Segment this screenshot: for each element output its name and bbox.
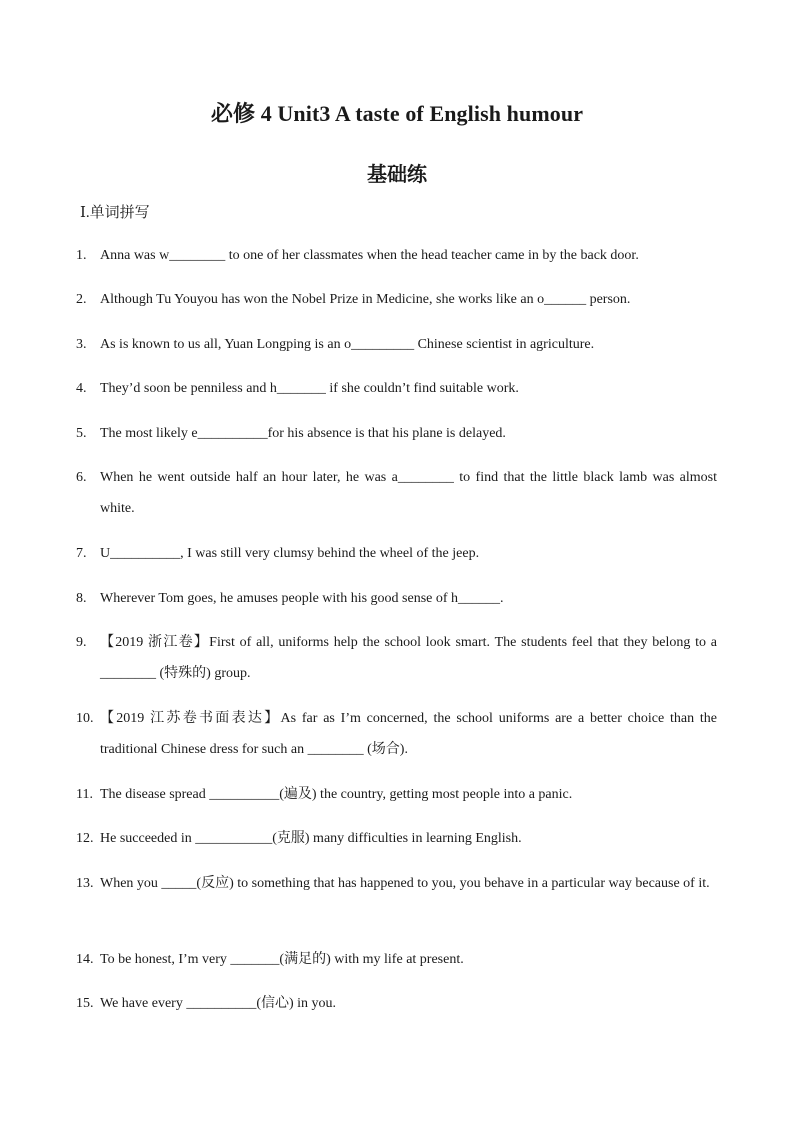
question-text: He succeeded in ___________(克服) many difficulties in learning English. xyxy=(100,831,522,846)
question-4 xyxy=(76,373,717,404)
question-number: 12. xyxy=(76,831,94,846)
question-text: The most likely e__________for his absence is that his plane is delayed. xyxy=(100,426,506,441)
question-text: They’d soon be penniless and h_______ if she couldn’t find suitable work. xyxy=(100,381,519,396)
question-number: 10. xyxy=(76,711,94,726)
question-11 xyxy=(76,779,717,810)
question-text: Although Tu Youyou has won the Nobel Prize in Medicine, she works like an o______ person. xyxy=(100,292,631,307)
question-text: We have every __________(信心) in you. xyxy=(100,996,337,1011)
question-text: 【2019 江苏卷书面表达】As far as I’m concerned, the school uniforms are a better choice than the traditional Chinese dress for such an ________ (场合). xyxy=(100,711,717,757)
question-text: Wherever Tom goes, he amuses people with his good sense of h______. xyxy=(100,591,504,606)
question-10 xyxy=(76,703,717,765)
question-number: 2. xyxy=(76,292,87,307)
question-number: 15. xyxy=(76,996,94,1011)
page-title: 必修 4 Unit3 A taste of English humour xyxy=(210,101,584,126)
question-9 xyxy=(76,627,717,689)
question-number: 6. xyxy=(76,470,87,485)
question-text: The disease spread __________(遍及) the country, getting most people into a panic. xyxy=(100,787,573,802)
question-number: 1. xyxy=(76,248,87,263)
question-1 xyxy=(76,240,717,271)
question-number: 9. xyxy=(76,635,87,650)
question-number: 8. xyxy=(76,591,87,606)
question-number: 13. xyxy=(76,876,94,891)
question-text: 【2019 浙江卷】First of all, uniforms help the school look smart. The students feel that they belong to a ________ (特殊的) group. xyxy=(100,635,717,681)
question-13 xyxy=(76,868,717,899)
section-heading: Ⅰ.单词拼写 xyxy=(80,205,150,221)
question-text: When he went outside half an hour later, he was a________ to find that the little black lamb was almost white. xyxy=(100,470,717,516)
question-text: As is known to us all, Yuan Longping is an o_________ Chinese scientist in agriculture. xyxy=(100,337,595,352)
question-15 xyxy=(76,988,717,1019)
question-8 xyxy=(76,583,717,614)
question-number: 3. xyxy=(76,337,87,352)
question-6 xyxy=(76,462,717,524)
question-text: When you _____(反应) to something that has happened to you, you behave in a particular way because of it. xyxy=(100,876,710,891)
question-5 xyxy=(76,418,717,449)
question-text: Anna was w________ to one of her classmates when the head teacher came in by the back door. xyxy=(100,248,639,263)
question-number: 5. xyxy=(76,426,87,441)
question-3 xyxy=(76,329,717,360)
question-12 xyxy=(76,823,717,854)
question-text: U__________, I was still very clumsy behind the wheel of the jeep. xyxy=(100,546,480,561)
question-7 xyxy=(76,538,717,569)
question-14 xyxy=(76,944,717,975)
question-number: 4. xyxy=(76,381,87,396)
question-number: 14. xyxy=(76,952,94,967)
question-2 xyxy=(76,284,717,315)
question-text: To be honest, I’m very _______(满足的) with my life at present. xyxy=(100,952,464,967)
page-subtitle: 基础练 xyxy=(367,164,427,186)
question-number: 7. xyxy=(76,546,87,561)
question-number: 11. xyxy=(76,787,93,802)
